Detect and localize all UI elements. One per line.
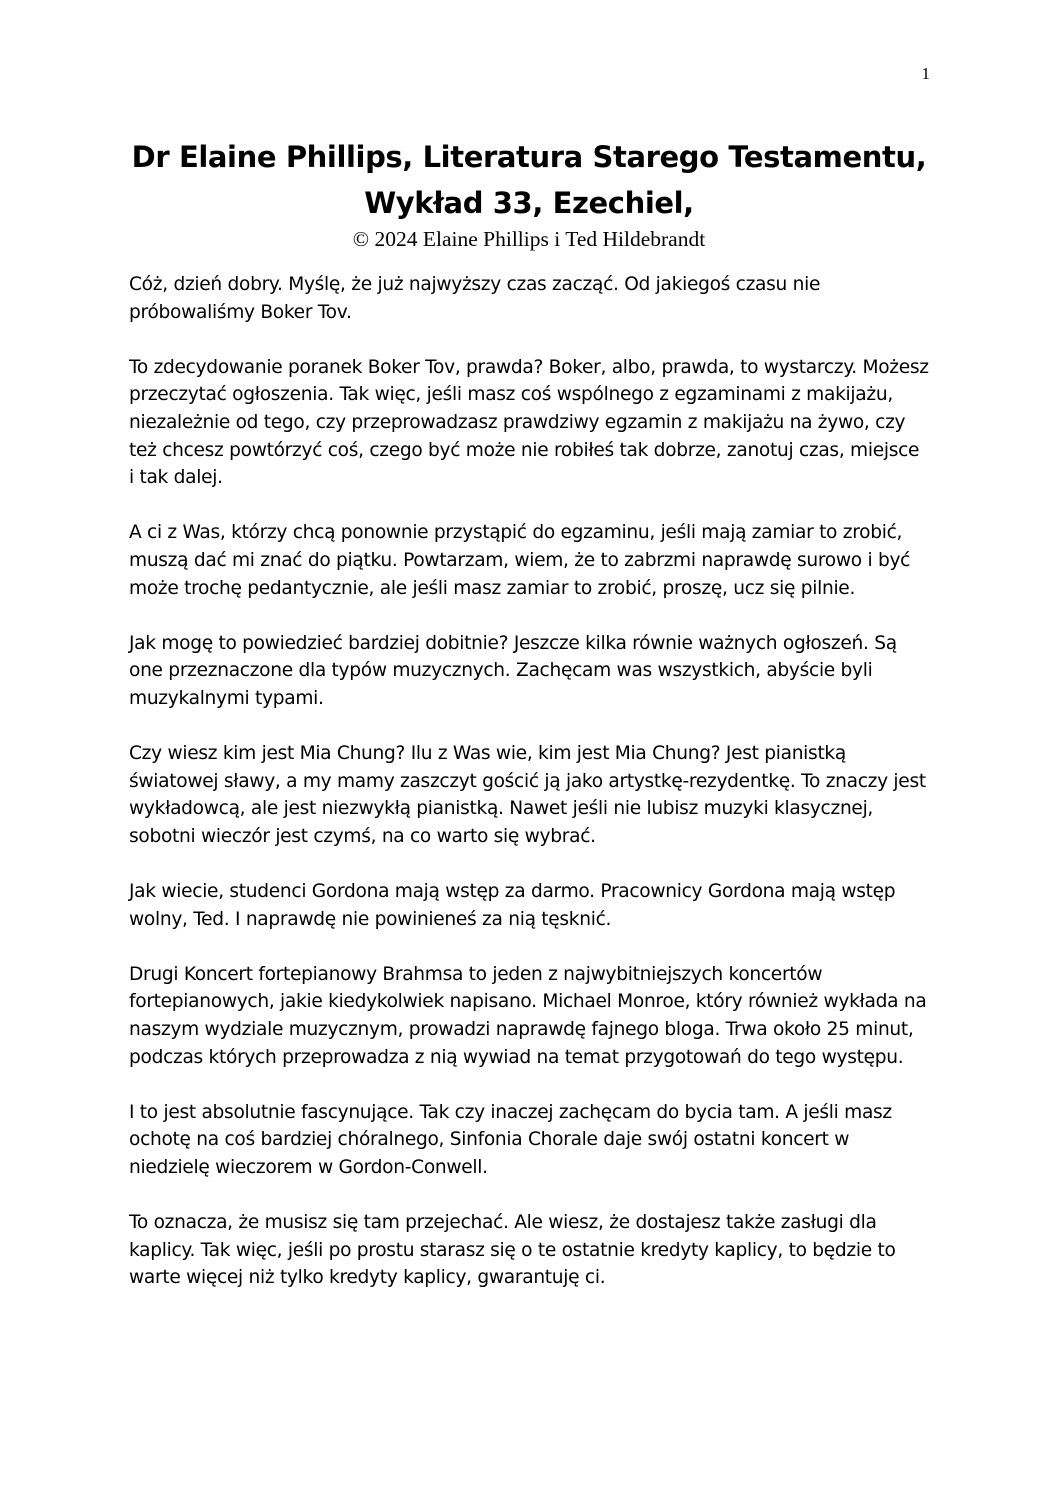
title-line-1: Dr Elaine Phillips, Literatura Starego Testamentu, bbox=[131, 140, 927, 174]
paragraph: I to jest absolutnie fascynujące. Tak czy inaczej zachęcam do bycia tam. A jeśli masz ochotę na coś bardziej chóralnego, Sinfonia Chorale daje swój ostatni koncert w niedzielę wieczorem w Gordon-Conwell. bbox=[129, 1101, 892, 1178]
paragraph: Drugi Koncert fortepianowy Brahmsa to jeden z najwybitniejszych koncertów fortepianowych, jakie kiedykolwiek napisano. Michael Monroe, który również wykłada na naszym wydziale muzycznym, prowadzi naprawdę fajnego bloga. Trwa około 25 minut, podczas których przeprowadza z nią wywiad na temat przygotowań do tego występu. bbox=[129, 963, 927, 1068]
page-number: 1 bbox=[921, 64, 930, 83]
title-block bbox=[100, 134, 958, 252]
title-line-2: Wykład 33, Ezechiel, bbox=[364, 186, 694, 220]
paragraph: Czy wiesz kim jest Mia Chung? Ilu z Was wie, kim jest Mia Chung? Jest pianistką światowej sławy, a my mamy zaszczyt gościć ją jako artystkę-rezydentkę. To znaczy jest wykładowcą, ale jest niezwykłą pianistką. Nawet jeśli nie lubisz muzyki klasycznej, sobotni wieczór jest czymś, na co warto się wybrać. bbox=[129, 743, 926, 847]
paragraph: To zdecydowanie poranek Boker Tov, prawda? Boker, albo, prawda, to wystarczy. Możesz przeczytać ogłoszenia. Tak więc, jeśli masz coś wspólnego z egzaminami z makijażu, niezależnie od tego, czy przeprowadzasz prawdziwy egzamin z makijażu na żywo, czy też chcesz powtórzyć coś, czego być może nie robiłeś tak dobrze, zanotuj czas, miejsce i tak dalej. bbox=[129, 356, 929, 489]
paragraph: To oznacza, że musisz się tam przejechać. Ale wiesz, że dostajesz także zasługi dla kaplicy. Tak więc, jeśli po prostu starasz się o te ostatnie kredyty kaplicy, to będzie to warte więcej niż tylko kredyty kaplicy, gwarantuję ci. bbox=[129, 1212, 896, 1289]
paragraph: Jak mogę to powiedzieć bardziej dobitnie? Jeszcze kilka równie ważnych ogłoszeń. Są one przeznaczone dla typów muzycznych. Zachęcam was wszystkich, abyście byli muzykalnymi typami. bbox=[129, 632, 897, 709]
copyright-line: © 2024 Elaine Phillips i Ted Hildebrandt bbox=[352, 227, 706, 251]
paragraph: Jak wiecie, studenci Gordona mają wstęp za darmo. Pracownicy Gordona mają wstęp wolny, Ted. I naprawdę nie powinieneś za nią tęsknić. bbox=[129, 881, 896, 930]
paragraph: Cóż, dzień dobry. Myślę, że już najwyższy czas zacząć. Od jakiegoś czasu nie próbowaliśmy Boker Tov. bbox=[129, 274, 821, 323]
document-body bbox=[129, 271, 929, 1320]
paragraph: A ci z Was, którzy chcą ponownie przystąpić do egzaminu, jeśli mają zamiar to zrobić, muszą dać mi znać do piątku. Powtarzam, wiem, że to zabrzmi naprawdę surowo i być może trochę pedantycznie, ale jeśli masz zamiar to zrobić, proszę, ucz się pilnie. bbox=[129, 522, 911, 599]
document-title bbox=[100, 134, 958, 226]
